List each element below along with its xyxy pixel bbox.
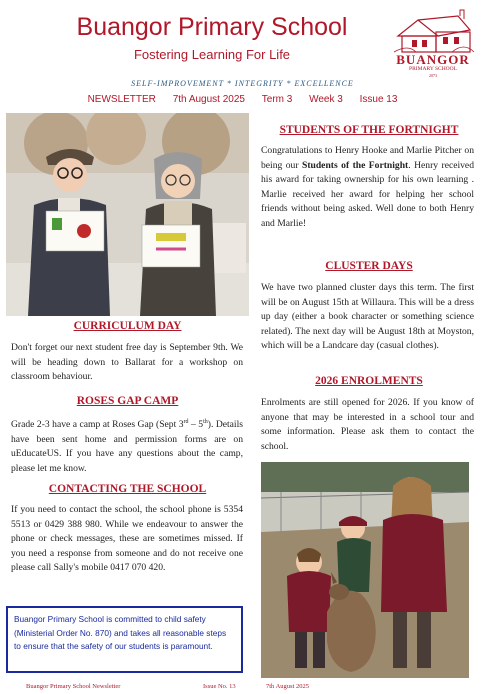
enrolments-heading: 2026 ENROLMENTS [315, 375, 423, 387]
school-motto: SELF-IMPROVEMENT * INTEGRITY * EXCELLENCE [131, 79, 354, 88]
students-of-fortnight-text: Congratulations to Henry Hooke and Marlie Pitcher on being our Students of the Fortnight. Henry received his award for taking ownership for his own learning . Marlie received her award for helping her school friends without being asked. Well done to both Henry and Marlie! [261, 145, 474, 229]
students-kangaroo-photo [261, 462, 469, 678]
students-of-fortnight-heading: STUDENTS OF THE FORTNIGHT [279, 124, 459, 136]
newsletter-term: Term 3 [261, 94, 293, 105]
footer-date: 7th August 2025 [266, 683, 309, 690]
contacting-school-text: If you need to contact the school, the school phone is 5354 5513 or 0429 388 980. While we endeavour to answer the phone or check messages, these are sometimes missed. If you need a response from someone and do not receive one please call Sally's mobile 0417 070 420. [11, 504, 243, 574]
newsletter-date: 7th August 2025 [172, 94, 245, 105]
footer-issue: Issue No. 13 [203, 683, 236, 690]
school-tagline: Fostering Learning For Life [133, 47, 291, 62]
cluster-days-heading: CLUSTER DAYS [325, 260, 413, 272]
logo-subtitle: PRIMARY SCHOOL [409, 66, 457, 72]
logo-wordmark: BUANGOR [396, 52, 470, 67]
roses-gap-camp-text: Grade 2-3 have a camp at Roses Gap (Sept 3rd – 5th). Details have been sent home and permission forms are on uEducateUS. If you have any questions about the camp, please let me know. [11, 419, 243, 474]
curriculum-day-text: Don't forget our next student free day is September 9th. We will be heading down to Ballarat for a workshop on classroom behaviour. [11, 342, 243, 383]
newsletter-label: NEWSLETTER [87, 94, 156, 105]
school-name: Buangor Primary School [76, 13, 348, 41]
newsletter-issue: Issue 13 [359, 94, 398, 105]
contacting-school-heading: CONTACTING THE SCHOOL [48, 483, 207, 495]
curriculum-day-heading: CURRICULUM DAY [73, 320, 182, 332]
footer-newsletter-name: Buangor Primary School Newsletter [26, 683, 121, 690]
cluster-days-text: We have two planned cluster days this term. The first will be on August 15th at Willaura. This will be a dress up day (either a book character or something science related). The next day will be August 18th at Moyston, which will be a Landcare day (casual clothes). [261, 282, 474, 352]
newsletter-week: Week 3 [309, 94, 343, 105]
newsletter-meta [0, 94, 485, 105]
enrolments-text: Enrolments are still opened for 2026. If you know of anyone that may be interested in a school tour and some information. Please ask them to contact the school. [261, 397, 474, 452]
child-safety-notice: Buangor Primary School is committed to child safety (Ministerial Order No. 870) and takes all reasonable steps to ensure that the safety of our students is paramount. [6, 606, 243, 673]
school-logo [388, 6, 478, 78]
logo-year: 2073 [429, 73, 437, 78]
roses-gap-camp-heading: ROSES GAP CAMP [76, 395, 179, 407]
award-students-photo [6, 113, 249, 316]
